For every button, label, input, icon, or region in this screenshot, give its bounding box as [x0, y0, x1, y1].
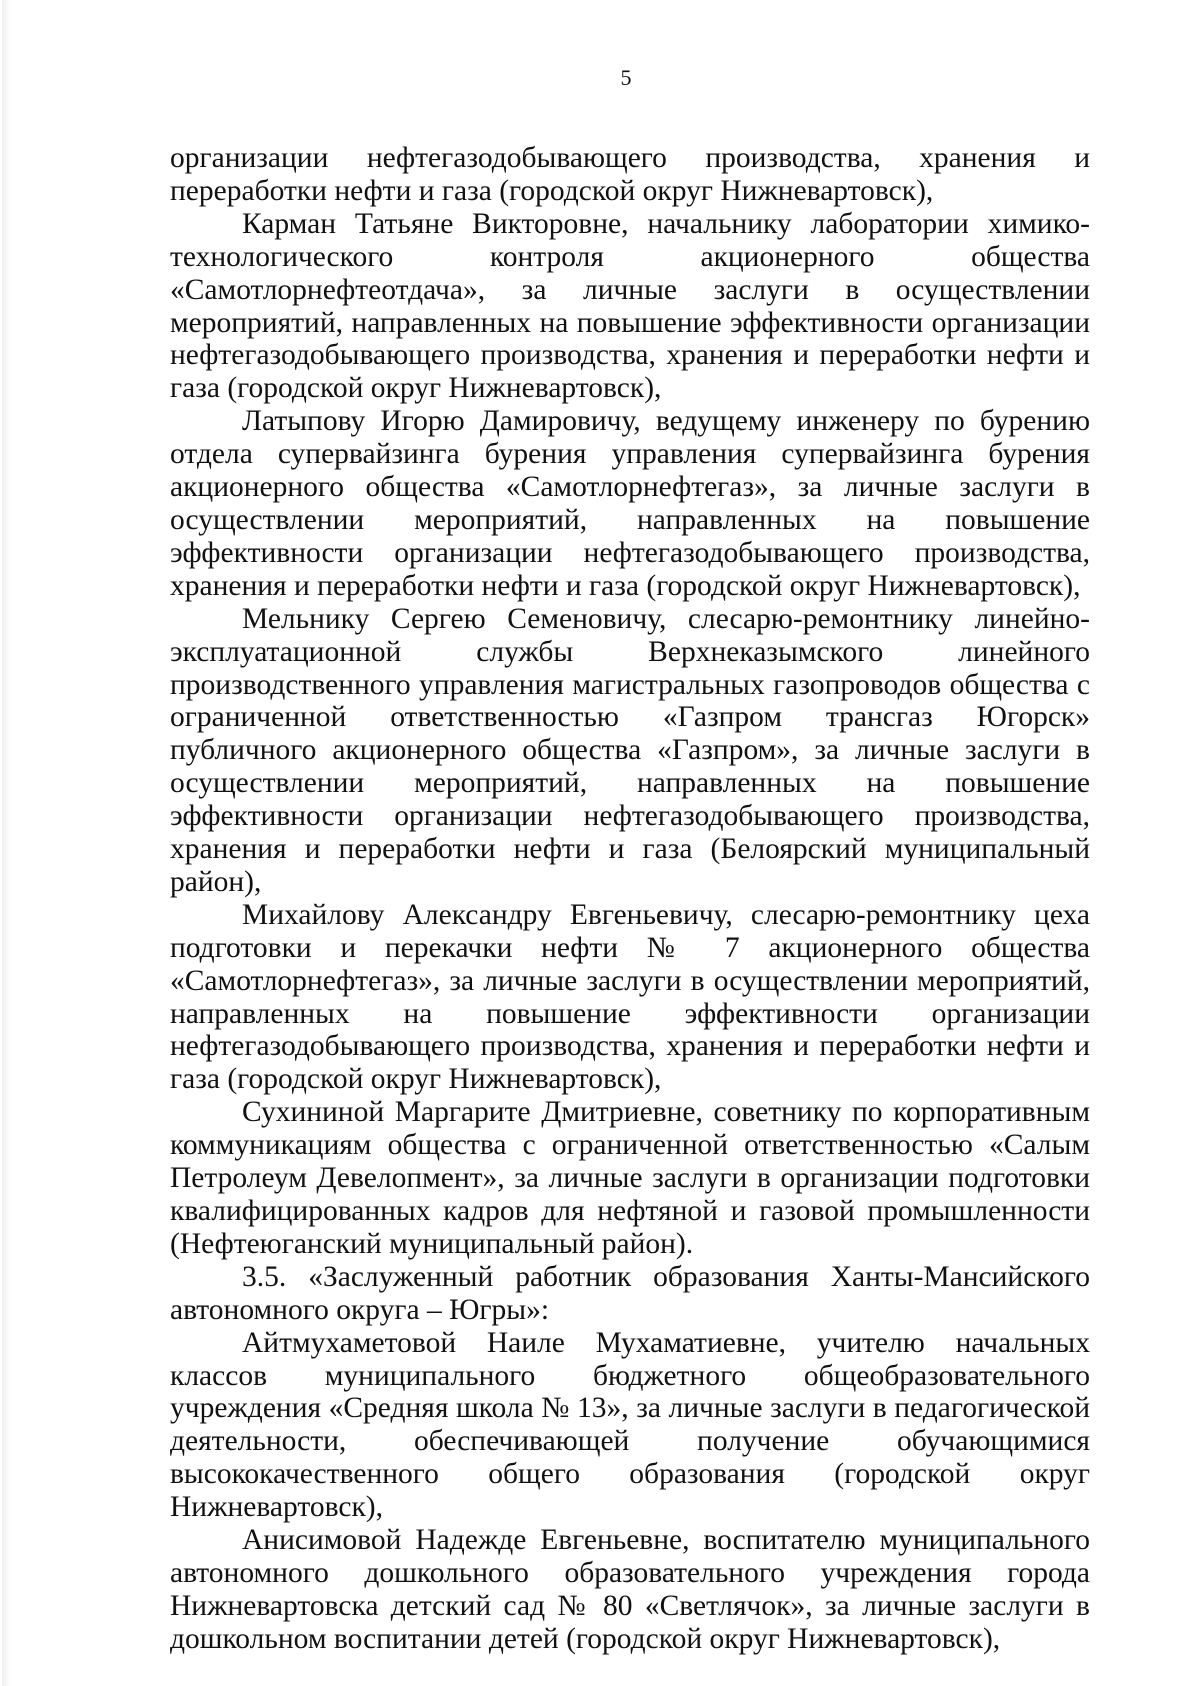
section-heading-3-5: 3.5. «Заслуженный работник образования Ханты-Мансийского автономного округа – Югры»: [170, 1260, 1090, 1326]
paragraph-latypov: Латыпову Игорю Дамировичу, ведущему инженеру по бурению отдела супервайзинга бурения управления супервайзинга бурения акционерного общества «Самотлорнефтегаз», за личные заслуги в осуществлении мероприятий, направленных на повышение эффективности организации нефтегазодобывающего производства, хранения и переработки нефти и газа (городской округ Нижневартовск), [170, 405, 1090, 602]
page-number: 5 [620, 65, 632, 90]
paragraph-anisimova: Анисимовой Надежде Евгеньевне, воспитателю муниципального автономного дошкольного образовательного учреждения города Нижневартовска детский сад № 80 «Светлячок», за личные заслуги в дошкольном воспитании детей (городской округ Нижневартовск), [170, 1524, 1090, 1655]
paragraph-karman: Карман Татьяне Викторовне, начальнику лаборатории химико-технологического контроля акционерного общества «Самотлорнефтеотдача», за личные заслуги в осуществлении мероприятий, направленных на повышение эффективности организации нефтегазодобывающего производства, хранения и переработки нефти и газа (городской округ Нижневартовск), [170, 207, 1090, 405]
paragraph-continuation: организации нефтегазодобывающего производства, хранения и переработки нефти и газа (городской округ Нижневартовск), [170, 142, 1090, 207]
paragraph-melnik: Мельнику Сергею Семеновичу, слесарю-ремонтнику линейно-эксплуатационной службы Верхнеказымского линейного производственного управления магистральных газопроводов общества с ограниченной ответственностью «Газпром трансгаз Югорск» публичного акционерного общества «Газпром», за личные заслуги в осуществлении мероприятий, направленных на повышение эффективности организации нефтегазодобывающего производства, хранения и переработки нефти и газа (Белоярский муниципальный район), [170, 602, 1090, 898]
paragraph-mikhailov: Михайлову Александру Евгеньевичу, слесарю-ремонтнику цеха подготовки и перекачки нефти № 7 акционерного общества «Самотлорнефтегаз», за личные заслуги в осуществлении мероприятий, направленных на повышение эффективности организации нефтегазодобывающего производства, хранения и переработки нефти и газа (городской округ Нижневартовск), [170, 898, 1090, 1096]
paragraph-aitmukhametova: Айтмухаметовой Наиле Мухаматиевне, учителю начальных классов муниципального бюджетного общеобразовательного учреждения «Средняя школа № 13», за личные заслуги в педагогической деятельности, обеспечивающей получение обучающимися высококачественного общего образования (городской округ Нижневартовск), [170, 1326, 1090, 1524]
scan-edge-shadow [2, 0, 12, 1686]
paragraph-sukhinina: Сухининой Маргарите Дмитриевне, советнику по корпоративным коммуникациям общества с ограниченной ответственностью «Салым Петролеум Девелопмент», за личные заслуги в организации подготовки квалифицированных кадров для нефтяной и газовой промышленности (Нефтеюганский муниципальный район). [170, 1096, 1090, 1260]
document-body [170, 142, 1090, 1656]
